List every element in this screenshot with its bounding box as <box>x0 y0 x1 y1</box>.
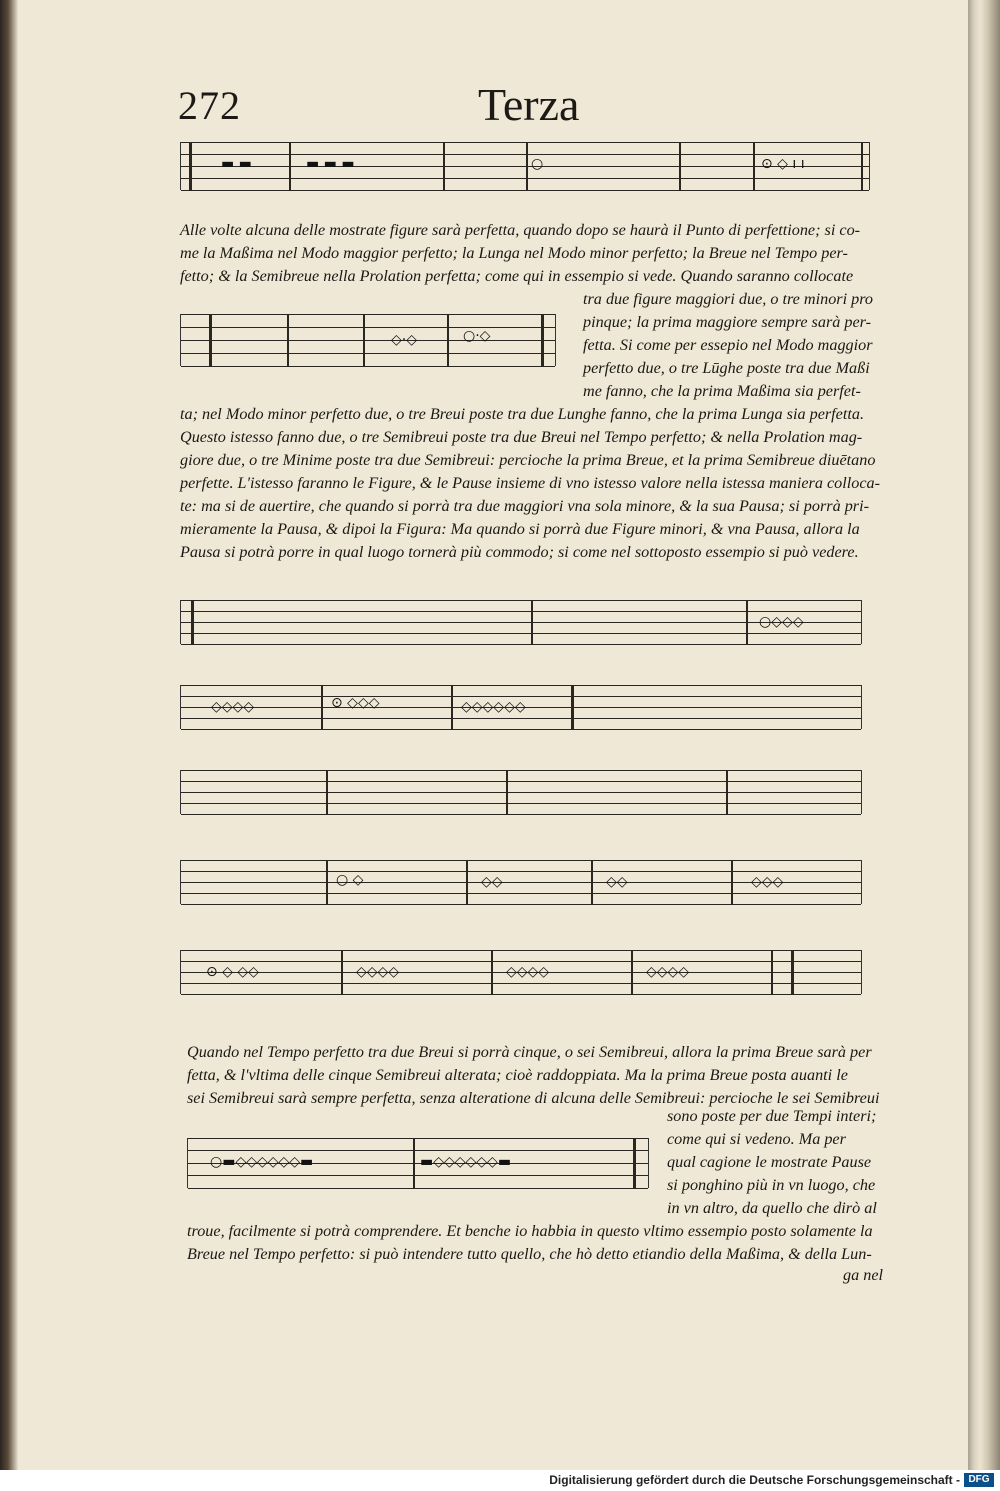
text-line: mieramente la Pausa, & dipoi la Figura: Ma quando si porrà due Figure minori, & vna Pausa, allora la <box>180 520 860 538</box>
music-staff-1: ○ ⊙ ◇ ı ı ▬ ▬ ▬ ▬ ▬ <box>180 142 870 190</box>
music-staff-3: ○◇◇◇ <box>180 600 862 644</box>
text-line: me la Maßima nel Modo maggior perfetto; la Lunga nel Modo minor perfetto; la Breue nel Tempo per- <box>180 244 848 262</box>
footer-bar <box>0 1470 1000 1491</box>
running-title: Terza <box>478 79 580 130</box>
text-line: giore due, o tre Minime poste tra due Semibreui: percioche la prima Breue, et la prima Semibreue diuētano <box>180 451 876 469</box>
music-staff-4: ◇◇◇◇ ⊙ ◇◇◇ ◇◇◇◇◇◇ <box>180 685 862 729</box>
text-line: Pausa si potrà porre in qual luogo tornerà più commodo; si come nel sottoposto essempio si può vedere. <box>180 543 859 561</box>
music-staff-8: ○▬◇◇◇◇◇◇▬ ▬◇◇◇◇◇◇▬ <box>187 1138 649 1188</box>
text-line: come qui si vedeno. Ma per <box>667 1130 846 1148</box>
text-line: qual cagione le mostrate Pause <box>667 1153 872 1171</box>
text-line: sono poste per due Tempi interi; <box>667 1107 877 1125</box>
music-staff-2: ◇·◇ ○·◇ <box>180 314 556 366</box>
text-line: sei Semibreui sarà sempre perfetta, senza alteratione di alcuna delle Semibreui: percioche le sei Semibreui <box>187 1089 880 1107</box>
music-staff-6: ○ ◇ ◇◇ ◇◇ ◇◇◇ <box>180 860 862 904</box>
music-staff-5 <box>180 770 862 814</box>
text-line: Breue nel Tempo perfetto: si può intendere tutto quello, che hò detto etiandio della Maßima, & della Lun- <box>187 1245 872 1263</box>
text-line: perfetto due, o tre Lūghe poste tra due Maßi <box>583 359 870 377</box>
text-line: si ponghino più in vn luogo, che <box>667 1176 876 1194</box>
page-stack-edge <box>968 0 1000 1470</box>
text-line: Questo istesso fanno due, o tre Semibreui poste tra due Breui nel Tempo perfetto; & nella Prolation mag- <box>180 428 863 446</box>
text-line: in vn altro, da quello che dirò al <box>667 1199 877 1217</box>
text-line: Alle volte alcuna delle mostrate figure sarà perfetta, quando dopo se haurà il Punto di perfettione; si co- <box>180 221 861 239</box>
text-line: ta; nel Modo minor perfetto due, o tre Breui poste tra due Lunghe fanno, che la prima Lunga sia perfetta. <box>180 405 864 423</box>
text-line: troue, facilmente si potrà comprendere. Et benche io habbia in questo vltimo essempio posto solamente la <box>187 1222 873 1240</box>
text-line: te: ma si de auertire, che quando si porrà tra due maggiori vna sola minore, & la sua Pausa; si porrà pri- <box>180 497 869 515</box>
text-line: tra due figure maggiori due, o tre minori pro <box>583 290 874 308</box>
text-line: Quando nel Tempo perfetto tra due Breui si porrà cinque, o sei Semibreui, allora la prima Breue sarà per <box>187 1043 872 1061</box>
text-line: me fanno, che la prima Maßima sia perfet- <box>583 382 861 400</box>
text-line: fetta, & l'vltima delle cinque Semibreui alterata; cioè raddoppiata. Ma la prima Breue posta auanti le <box>187 1066 848 1084</box>
text-line: fetto; & la Semibreue nella Prolation perfetta; come qui in essempio si vede. Quando saranno collocate <box>180 267 854 285</box>
text-line: fetta. Si come per essepio nel Modo maggior <box>583 336 873 354</box>
text-line: ga nel <box>843 1266 884 1284</box>
funding-credit: Digitalisierung gefördert durch die Deutsche Forschungsgemeinschaft - <box>549 1473 960 1487</box>
text-line: pinque; la prima maggiore sempre sarà per- <box>583 313 872 331</box>
music-staff-7: ⊙ ◇ ◇◇ ◇◇◇◇ ◇◇◇◇ ◇◇◇◇ <box>180 950 862 994</box>
page-number: 272 <box>178 83 241 128</box>
text-line: perfette. L'istesso faranno le Figure, & le Pause insieme di vno istesso valore nella istessa maniera colloca- <box>180 474 881 492</box>
dfg-logo: DFG <box>964 1473 994 1487</box>
